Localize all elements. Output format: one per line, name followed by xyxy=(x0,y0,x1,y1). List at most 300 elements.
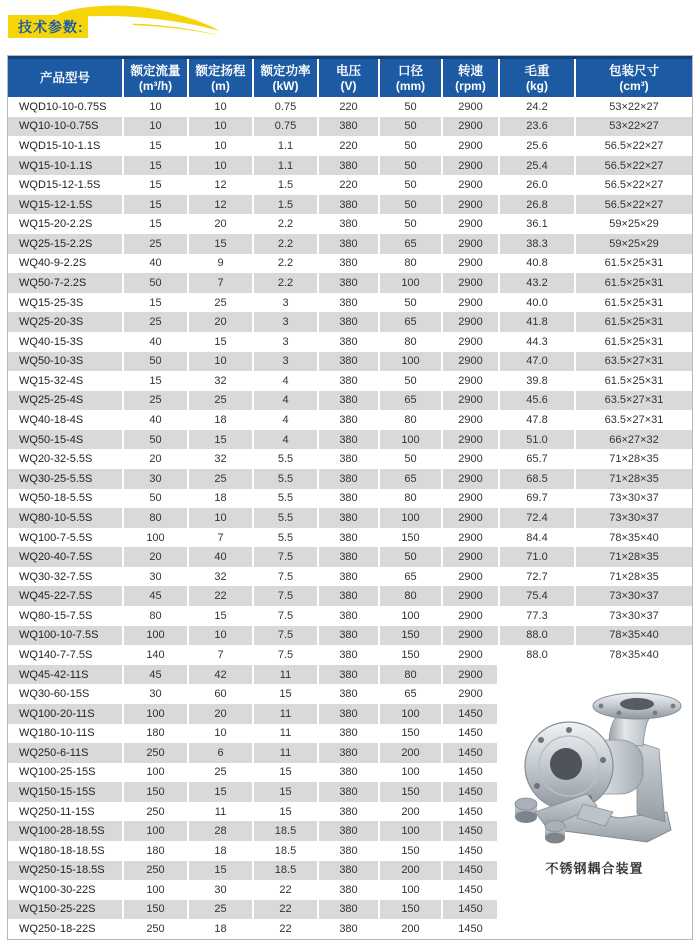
value-cell: 72.7 xyxy=(499,567,575,587)
value-cell: 36.1 xyxy=(499,214,575,234)
value-cell: 32 xyxy=(188,449,253,469)
value-cell: 15 xyxy=(123,136,188,156)
model-cell: WQ180-18-18.5S xyxy=(19,844,105,857)
value-cell: 2900 xyxy=(442,586,499,606)
model-cell: WQ250-11-15S xyxy=(19,805,95,818)
value-cell: 380 xyxy=(318,821,379,841)
value-cell: 63.5×27×31 xyxy=(575,410,692,430)
value-cell: 7.5 xyxy=(253,606,318,626)
value-cell: 15 xyxy=(123,175,188,195)
value-cell: 44.3 xyxy=(499,332,575,352)
value-cell: 5.5 xyxy=(253,508,318,528)
value-cell: 9 xyxy=(188,254,253,274)
value-cell: 380 xyxy=(318,449,379,469)
value-cell: 2900 xyxy=(442,156,499,176)
value-cell: 10 xyxy=(188,97,253,117)
value-cell: 380 xyxy=(318,273,379,293)
value-cell: 150 xyxy=(123,782,188,802)
value-cell: 200 xyxy=(379,802,442,822)
value-cell: 2900 xyxy=(442,626,499,646)
value-cell: 45.6 xyxy=(499,391,575,411)
value-cell: 25.4 xyxy=(499,156,575,176)
value-cell: 4 xyxy=(253,371,318,391)
value-cell: 56.5×22×27 xyxy=(575,136,692,156)
value-cell: 10 xyxy=(188,626,253,646)
value-cell: 38.3 xyxy=(499,234,575,254)
value-cell: 380 xyxy=(318,743,379,763)
model-cell: WQ25-25-4S xyxy=(19,394,84,407)
value-cell: 380 xyxy=(318,880,379,900)
value-cell: 10 xyxy=(188,352,253,372)
value-cell: 100 xyxy=(123,528,188,548)
value-cell: 15 xyxy=(188,234,253,254)
value-cell: 380 xyxy=(318,508,379,528)
value-cell: 380 xyxy=(318,332,379,352)
value-cell: 40 xyxy=(123,254,188,274)
value-cell: 25 xyxy=(188,469,253,489)
value-cell: 24.2 xyxy=(499,97,575,117)
value-cell: 40.8 xyxy=(499,254,575,274)
value-cell: 100 xyxy=(379,430,442,450)
model-cell: WQ40-9-2.2S xyxy=(19,257,87,270)
value-cell: 61.5×25×31 xyxy=(575,332,692,352)
value-cell: 15 xyxy=(188,430,253,450)
value-cell: 2.2 xyxy=(253,254,318,274)
value-cell: 250 xyxy=(123,861,188,881)
value-cell: 80 xyxy=(379,332,442,352)
value-cell: 40 xyxy=(123,332,188,352)
model-cell: WQ20-40-7.5S xyxy=(19,551,93,564)
table-row xyxy=(8,97,692,117)
value-cell: 4 xyxy=(253,410,318,430)
value-cell: 2900 xyxy=(442,567,499,587)
value-cell: 380 xyxy=(318,586,379,606)
value-cell: 80 xyxy=(379,665,442,685)
value-cell: 1450 xyxy=(442,782,499,802)
table-row xyxy=(8,175,692,195)
stainless-steel-coupling-photo xyxy=(497,664,692,859)
value-cell: 3 xyxy=(253,293,318,313)
value-cell: 2900 xyxy=(442,469,499,489)
value-cell: 7 xyxy=(188,273,253,293)
table-row xyxy=(8,332,692,352)
value-cell: 39.8 xyxy=(499,371,575,391)
value-cell: 65 xyxy=(379,234,442,254)
value-cell: 15 xyxy=(253,782,318,802)
value-cell: 11 xyxy=(253,743,318,763)
value-cell: 65 xyxy=(379,469,442,489)
model-cell: WQ25-15-2.2S xyxy=(19,237,93,250)
value-cell: 22 xyxy=(253,900,318,920)
value-cell: 80 xyxy=(379,410,442,430)
value-cell: 380 xyxy=(318,156,379,176)
table-row xyxy=(8,117,692,137)
model-cell: WQ140-7-7.5S xyxy=(19,648,93,661)
value-cell: 50 xyxy=(379,97,442,117)
value-cell: 380 xyxy=(318,391,379,411)
table-row xyxy=(8,626,692,646)
table-row xyxy=(8,273,692,293)
value-cell: 18.5 xyxy=(253,861,318,881)
value-cell: 3 xyxy=(253,312,318,332)
value-cell: 1.5 xyxy=(253,175,318,195)
value-cell: 41.8 xyxy=(499,312,575,332)
value-cell: 80 xyxy=(123,508,188,528)
value-cell: 65 xyxy=(379,684,442,704)
model-cell: WQ150-25-22S xyxy=(19,903,96,916)
value-cell: 150 xyxy=(379,900,442,920)
value-cell: 1.1 xyxy=(253,156,318,176)
value-cell: 78×35×40 xyxy=(575,528,692,548)
value-cell: 50 xyxy=(379,449,442,469)
table-row xyxy=(8,567,692,587)
value-cell: 380 xyxy=(318,352,379,372)
value-cell: 380 xyxy=(318,782,379,802)
model-cell: WQ15-20-2.2S xyxy=(19,218,93,231)
value-cell: 7 xyxy=(188,645,253,665)
value-cell: 18 xyxy=(188,489,253,509)
value-cell: 2900 xyxy=(442,293,499,313)
table-row xyxy=(8,508,692,528)
value-cell: 380 xyxy=(318,528,379,548)
value-cell: 2900 xyxy=(442,117,499,137)
value-cell: 80 xyxy=(123,606,188,626)
model-cell: WQ100-30-22S xyxy=(19,883,96,896)
value-cell: 7.5 xyxy=(253,645,318,665)
value-cell: 1450 xyxy=(442,763,499,783)
value-cell: 1450 xyxy=(442,900,499,920)
value-cell: 71×28×35 xyxy=(575,567,692,587)
model-cell: WQ100-20-11S xyxy=(19,707,95,720)
model-cell: WQ45-22-7.5S xyxy=(19,590,93,603)
value-cell: 0.75 xyxy=(253,117,318,137)
model-cell: WQD10-10-0.75S xyxy=(19,100,107,113)
model-cell: WQ15-10-1.1S xyxy=(19,159,93,172)
value-cell: 25 xyxy=(188,900,253,920)
value-cell: 10 xyxy=(188,508,253,528)
value-cell: 4 xyxy=(253,391,318,411)
value-cell: 15 xyxy=(253,684,318,704)
value-cell: 2900 xyxy=(442,234,499,254)
value-cell: 2900 xyxy=(442,214,499,234)
value-cell: 380 xyxy=(318,861,379,881)
value-cell: 77.3 xyxy=(499,606,575,626)
value-cell: 380 xyxy=(318,763,379,783)
value-cell: 63.5×27×31 xyxy=(575,352,692,372)
value-cell: 71×28×35 xyxy=(575,469,692,489)
model-cell: WQ180-10-11S xyxy=(19,727,95,740)
value-cell: 53×22×27 xyxy=(575,117,692,137)
product-image-panel xyxy=(497,662,692,935)
value-cell: 20 xyxy=(123,449,188,469)
value-cell: 11 xyxy=(253,724,318,744)
value-cell: 15 xyxy=(123,371,188,391)
value-cell: 50 xyxy=(379,371,442,391)
value-cell: 15 xyxy=(188,332,253,352)
value-cell: 7.5 xyxy=(253,586,318,606)
value-cell: 2900 xyxy=(442,606,499,626)
value-cell: 380 xyxy=(318,626,379,646)
value-cell: 1.1 xyxy=(253,136,318,156)
value-cell: 10 xyxy=(188,136,253,156)
value-cell: 45 xyxy=(123,665,188,685)
value-cell: 25 xyxy=(188,763,253,783)
value-cell: 1.5 xyxy=(253,195,318,215)
value-cell: 380 xyxy=(318,469,379,489)
value-cell: 1450 xyxy=(442,724,499,744)
value-cell: 380 xyxy=(318,312,379,332)
value-cell: 380 xyxy=(318,841,379,861)
table-row xyxy=(8,312,692,332)
value-cell: 71.0 xyxy=(499,547,575,567)
value-cell: 50 xyxy=(123,273,188,293)
value-cell: 380 xyxy=(318,567,379,587)
value-cell: 15 xyxy=(123,156,188,176)
value-cell: 5.5 xyxy=(253,489,318,509)
table-row xyxy=(8,586,692,606)
value-cell: 71×28×35 xyxy=(575,547,692,567)
value-cell: 380 xyxy=(318,254,379,274)
value-cell: 20 xyxy=(188,704,253,724)
value-cell: 61.5×25×31 xyxy=(575,273,692,293)
value-cell: 4 xyxy=(253,430,318,450)
value-cell: 25.6 xyxy=(499,136,575,156)
value-cell: 88.0 xyxy=(499,645,575,665)
column-header-0: 产品型号 xyxy=(8,58,123,98)
value-cell: 200 xyxy=(379,743,442,763)
value-cell: 380 xyxy=(318,489,379,509)
value-cell: 50 xyxy=(123,430,188,450)
value-cell: 18 xyxy=(188,841,253,861)
value-cell: 18 xyxy=(188,919,253,939)
value-cell: 61.5×25×31 xyxy=(575,312,692,332)
value-cell: 25 xyxy=(123,312,188,332)
value-cell: 7.5 xyxy=(253,567,318,587)
value-cell: 180 xyxy=(123,841,188,861)
value-cell: 30 xyxy=(188,880,253,900)
value-cell: 380 xyxy=(318,704,379,724)
table-row xyxy=(8,214,692,234)
model-cell: WQ30-32-7.5S xyxy=(19,570,93,583)
value-cell: 5.5 xyxy=(253,528,318,548)
model-cell: WQ20-32-5.5S xyxy=(19,453,93,466)
value-cell: 30 xyxy=(123,684,188,704)
table-row xyxy=(8,136,692,156)
value-cell: 50 xyxy=(379,136,442,156)
value-cell: 51.0 xyxy=(499,430,575,450)
value-cell: 80 xyxy=(379,254,442,274)
model-cell: WQ30-25-5.5S xyxy=(19,472,93,485)
value-cell: 47.0 xyxy=(499,352,575,372)
value-cell: 15 xyxy=(123,293,188,313)
value-cell: 100 xyxy=(123,821,188,841)
image-caption: 不锈钢耦合装置 xyxy=(545,861,644,876)
value-cell: 40 xyxy=(188,547,253,567)
value-cell: 56.5×22×27 xyxy=(575,195,692,215)
value-cell: 100 xyxy=(379,763,442,783)
value-cell: 23.6 xyxy=(499,117,575,137)
value-cell: 75.4 xyxy=(499,586,575,606)
value-cell: 2900 xyxy=(442,528,499,548)
value-cell: 73×30×37 xyxy=(575,508,692,528)
value-cell: 2900 xyxy=(442,175,499,195)
value-cell: 59×25×29 xyxy=(575,234,692,254)
value-cell: 150 xyxy=(379,626,442,646)
value-cell: 73×30×37 xyxy=(575,606,692,626)
value-cell: 1450 xyxy=(442,861,499,881)
model-cell: WQ10-10-0.75S xyxy=(19,120,99,133)
value-cell: 380 xyxy=(318,900,379,920)
value-cell: 69.7 xyxy=(499,489,575,509)
table-row xyxy=(8,606,692,626)
value-cell: 100 xyxy=(123,880,188,900)
value-cell: 47.8 xyxy=(499,410,575,430)
value-cell: 18.5 xyxy=(253,821,318,841)
value-cell: 2900 xyxy=(442,489,499,509)
model-cell: WQ50-7-2.2S xyxy=(19,276,87,289)
value-cell: 2900 xyxy=(442,410,499,430)
model-cell: WQ250-18-22S xyxy=(19,923,96,936)
table-row xyxy=(8,234,692,254)
value-cell: 100 xyxy=(123,626,188,646)
model-cell: WQ250-6-11S xyxy=(19,746,89,759)
value-cell: 10 xyxy=(188,724,253,744)
value-cell: 28 xyxy=(188,821,253,841)
value-cell: 30 xyxy=(123,469,188,489)
title-box xyxy=(8,15,88,38)
value-cell: 78×35×40 xyxy=(575,645,692,665)
value-cell: 50 xyxy=(379,156,442,176)
model-cell: WQ40-15-3S xyxy=(19,335,84,348)
table-row xyxy=(8,410,692,430)
value-cell: 1450 xyxy=(442,880,499,900)
value-cell: 7 xyxy=(188,528,253,548)
value-cell: 32 xyxy=(188,567,253,587)
value-cell: 25 xyxy=(123,391,188,411)
value-cell: 68.5 xyxy=(499,469,575,489)
value-cell: 220 xyxy=(318,175,379,195)
column-header-8: 包装尺寸 (cm³) xyxy=(575,58,692,98)
value-cell: 22 xyxy=(188,586,253,606)
value-cell: 40.0 xyxy=(499,293,575,313)
value-cell: 1450 xyxy=(442,802,499,822)
table-row xyxy=(8,469,692,489)
model-cell: WQ80-15-7.5S xyxy=(19,609,93,622)
value-cell: 65.7 xyxy=(499,449,575,469)
value-cell: 100 xyxy=(379,880,442,900)
value-cell: 380 xyxy=(318,293,379,313)
value-cell: 100 xyxy=(379,704,442,724)
value-cell: 3 xyxy=(253,352,318,372)
model-cell: WQ50-18-5.5S xyxy=(19,492,93,505)
value-cell: 15 xyxy=(188,606,253,626)
value-cell: 50 xyxy=(379,214,442,234)
value-cell: 2900 xyxy=(442,391,499,411)
table-row xyxy=(8,449,692,469)
value-cell: 200 xyxy=(379,919,442,939)
value-cell: 50 xyxy=(379,175,442,195)
value-cell: 7.5 xyxy=(253,547,318,567)
value-cell: 5.5 xyxy=(253,449,318,469)
value-cell: 2900 xyxy=(442,547,499,567)
value-cell: 1450 xyxy=(442,919,499,939)
value-cell: 380 xyxy=(318,547,379,567)
value-cell: 3 xyxy=(253,332,318,352)
value-cell: 100 xyxy=(379,821,442,841)
table-header-row xyxy=(8,58,692,98)
value-cell: 11 xyxy=(188,802,253,822)
value-cell: 61.5×25×31 xyxy=(575,254,692,274)
value-cell: 220 xyxy=(318,97,379,117)
value-cell: 11 xyxy=(253,665,318,685)
table-row xyxy=(8,430,692,450)
value-cell: 59×25×29 xyxy=(575,214,692,234)
value-cell: 43.2 xyxy=(499,273,575,293)
table-row xyxy=(8,547,692,567)
table-row xyxy=(8,254,692,274)
value-cell: 88.0 xyxy=(499,626,575,646)
value-cell: 250 xyxy=(123,743,188,763)
column-header-5: 口径 (mm) xyxy=(379,58,442,98)
value-cell: 72.4 xyxy=(499,508,575,528)
value-cell: 25 xyxy=(123,234,188,254)
value-cell: 10 xyxy=(123,97,188,117)
column-header-7: 毛重 (kg) xyxy=(499,58,575,98)
value-cell: 15 xyxy=(188,861,253,881)
title-banner xyxy=(8,2,238,44)
value-cell: 1450 xyxy=(442,821,499,841)
value-cell: 15 xyxy=(253,802,318,822)
value-cell: 2900 xyxy=(442,665,499,685)
column-header-6: 转速 (rpm) xyxy=(442,58,499,98)
value-cell: 2900 xyxy=(442,136,499,156)
table-row xyxy=(8,391,692,411)
value-cell: 150 xyxy=(123,900,188,920)
value-cell: 50 xyxy=(379,195,442,215)
value-cell: 2.2 xyxy=(253,214,318,234)
value-cell: 78×35×40 xyxy=(575,626,692,646)
model-cell: WQ15-32-4S xyxy=(19,374,84,387)
value-cell: 10 xyxy=(188,156,253,176)
value-cell: 2900 xyxy=(442,449,499,469)
value-cell: 11 xyxy=(253,704,318,724)
model-cell: WQ100-7-5.5S xyxy=(19,531,93,544)
value-cell: 42 xyxy=(188,665,253,685)
value-cell: 71×28×35 xyxy=(575,449,692,469)
model-cell: WQD15-12-1.5S xyxy=(19,179,101,192)
value-cell: 56.5×22×27 xyxy=(575,156,692,176)
value-cell: 2900 xyxy=(442,352,499,372)
value-cell: 2900 xyxy=(442,430,499,450)
value-cell: 380 xyxy=(318,684,379,704)
value-cell: 5.5 xyxy=(253,469,318,489)
value-cell: 100 xyxy=(379,508,442,528)
value-cell: 22 xyxy=(253,919,318,939)
model-cell: WQ30-60-15S xyxy=(19,688,90,701)
value-cell: 380 xyxy=(318,195,379,215)
value-cell: 150 xyxy=(379,645,442,665)
value-cell: 20 xyxy=(188,312,253,332)
value-cell: 0.75 xyxy=(253,97,318,117)
model-cell: WQ100-25-15S xyxy=(19,766,96,779)
model-cell: WQ100-28-18.5S xyxy=(19,825,105,838)
value-cell: 66×27×32 xyxy=(575,430,692,450)
value-cell: 15 xyxy=(253,763,318,783)
value-cell: 12 xyxy=(188,175,253,195)
value-cell: 10 xyxy=(123,117,188,137)
model-cell: WQ40-18-4S xyxy=(19,414,84,427)
value-cell: 50 xyxy=(123,489,188,509)
